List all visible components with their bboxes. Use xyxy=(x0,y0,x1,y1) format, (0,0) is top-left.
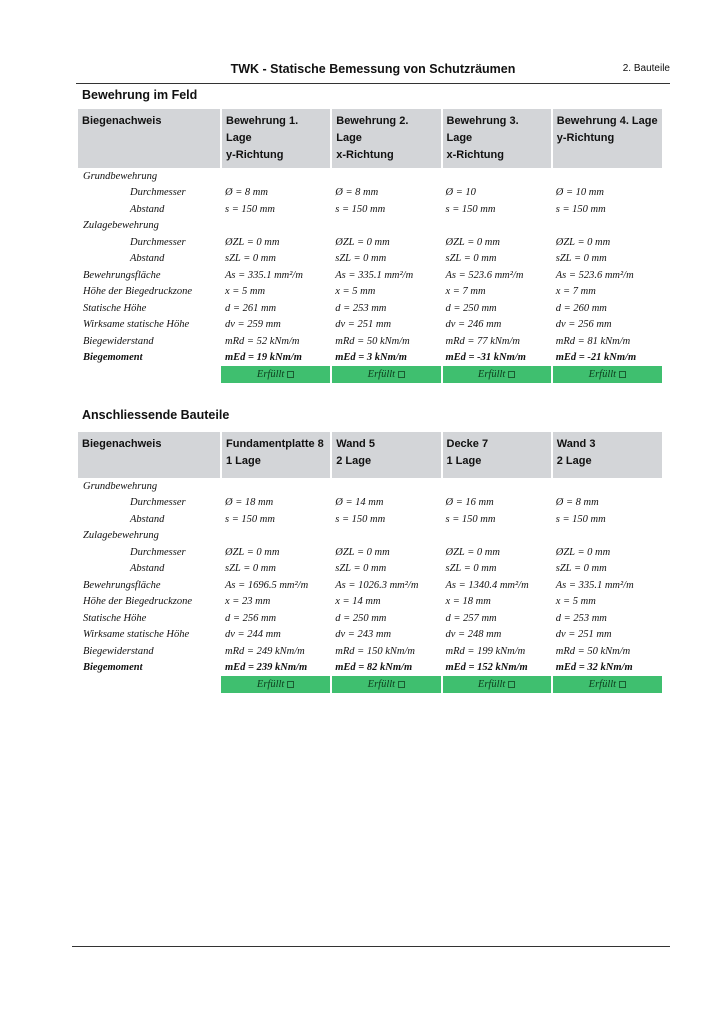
table-body xyxy=(78,168,662,383)
table-body xyxy=(78,478,662,693)
column-header-line1: Bewehrung 4. Lage xyxy=(556,115,658,127)
row-label: Bewehrungsfläche xyxy=(83,579,161,591)
table-row xyxy=(78,627,662,644)
column-header-line2: y-Richtung xyxy=(226,149,284,161)
page-header xyxy=(76,62,670,84)
cell-value: ØZL = 0 mm xyxy=(555,546,611,558)
cell-value: mEd = 239 kNm/m xyxy=(225,662,308,674)
checkbox-icon xyxy=(398,371,405,378)
header-label: Biegenachweis xyxy=(78,109,221,168)
table-row xyxy=(78,350,662,367)
cell-value: mEd = 3 kNm/m xyxy=(335,352,407,364)
cell-value: dv = 244 mm xyxy=(225,629,281,641)
row-label: Wirksame statische Höhe xyxy=(83,319,190,331)
cell-value: Ø = 8 mm xyxy=(555,497,599,509)
row-label: Biegemoment xyxy=(83,662,143,674)
cell-value: As = 523.6 mm²/m xyxy=(555,269,634,281)
row-label: Durchmesser xyxy=(130,497,186,509)
cell-value: mRd = 52 kNm/m xyxy=(225,335,300,347)
table-row xyxy=(78,333,662,350)
header-row xyxy=(78,109,662,168)
cell-value: d = 253 mm xyxy=(335,302,387,314)
cell-value: mRd = 50 kNm/m xyxy=(555,645,631,657)
section-title-bauteile: Anschliessende Bauteile xyxy=(82,408,230,422)
cell-value: d = 250 mm xyxy=(445,302,497,314)
cell-value: As = 1026.3 mm²/m xyxy=(335,579,419,591)
cell-value: sZL = 0 mm xyxy=(335,563,387,575)
status-text: Erfüllt xyxy=(588,368,617,380)
section-title-feld: Bewehrung im Feld xyxy=(82,88,198,102)
cell-value: x = 7 mm xyxy=(555,286,596,298)
cell-value xyxy=(221,478,331,495)
checkbox-icon xyxy=(398,681,405,688)
cell-value: s = 150 mm xyxy=(445,513,496,525)
cell-value: sZL = 0 mm xyxy=(445,253,497,265)
cell-value xyxy=(221,528,331,545)
cell-value xyxy=(331,528,441,545)
row-label: Statische Höhe xyxy=(83,302,147,314)
cell-value: Ø = 10 xyxy=(445,187,476,199)
cell-value xyxy=(552,218,662,235)
column-header-line1: Bewehrung 3. Lage xyxy=(446,115,519,144)
cell-value: x = 5 mm xyxy=(555,596,596,608)
cell-value: mEd = 82 kNm/m xyxy=(335,662,413,674)
table-header xyxy=(78,109,662,168)
cell-value: mRd = 77 kNm/m xyxy=(445,335,520,347)
row-label: Abstand xyxy=(130,203,165,215)
row-label: Durchmesser xyxy=(130,187,186,199)
column-header-line2: 2 Lage xyxy=(336,455,372,467)
cell-value: s = 150 mm xyxy=(335,203,386,215)
cell-value: ØZL = 0 mm xyxy=(335,236,390,248)
table-row xyxy=(78,218,662,235)
column-header-line1: Wand 5 xyxy=(336,438,375,450)
cell-value xyxy=(442,528,552,545)
table-anschliessende-bauteile xyxy=(78,432,662,693)
cell-value: sZL = 0 mm xyxy=(555,253,607,265)
status-text: Erfüllt xyxy=(256,678,285,690)
cell-value: As = 335.1 mm²/m xyxy=(555,579,634,591)
status-cell xyxy=(331,676,441,693)
cell-value: Ø = 8 mm xyxy=(335,187,379,199)
cell-value: x = 5 mm xyxy=(225,286,266,298)
status-cell xyxy=(552,366,662,383)
cell-value: d = 253 mm xyxy=(555,612,607,624)
checkbox-icon xyxy=(287,371,294,378)
table-row xyxy=(78,300,662,317)
cell-value: dv = 251 mm xyxy=(335,319,392,331)
table-row xyxy=(78,511,662,528)
column-header-line1: Fundamentplatte 8 xyxy=(226,438,324,450)
cell-value xyxy=(442,168,552,185)
row-label: Statische Höhe xyxy=(83,612,147,624)
row-label: Abstand xyxy=(130,253,165,265)
cell-value: mRd = 199 kNm/m xyxy=(445,645,526,657)
footer-rule xyxy=(72,946,670,947)
cell-value: s = 150 mm xyxy=(445,203,496,215)
column-header xyxy=(331,109,441,168)
column-header xyxy=(552,432,662,478)
row-label: Abstand xyxy=(130,563,165,575)
column-header-line2: 1 Lage xyxy=(226,455,261,467)
cell-value: sZL = 0 mm xyxy=(225,253,276,265)
column-header-line2: 2 Lage xyxy=(556,455,592,467)
cell-value: As = 523.6 mm²/m xyxy=(445,269,524,281)
cell-value: ØZL = 0 mm xyxy=(555,236,611,248)
cell-value xyxy=(221,218,331,235)
status-cell xyxy=(552,676,662,693)
column-header-line2: x-Richtung xyxy=(336,149,394,161)
row-label: Abstand xyxy=(130,513,165,525)
table-row xyxy=(78,594,662,611)
checkbox-icon xyxy=(508,681,515,688)
cell-value: mRd = 50 kNm/m xyxy=(335,335,410,347)
row-label: Höhe der Biegedruckzone xyxy=(83,596,193,608)
checkbox-icon xyxy=(619,371,626,378)
row-label: Grundbewehrung xyxy=(83,480,158,492)
page-section-label: 2. Bauteile xyxy=(622,63,670,74)
cell-value: s = 150 mm xyxy=(225,513,275,525)
cell-value xyxy=(552,478,662,495)
table-row xyxy=(78,284,662,301)
status-text: Erfüllt xyxy=(477,368,506,380)
column-header-line1: Wand 3 xyxy=(556,438,596,450)
table-row xyxy=(78,267,662,284)
column-header xyxy=(331,432,441,478)
table-row xyxy=(78,168,662,185)
column-header-line1: Decke 7 xyxy=(446,438,489,450)
column-header-line2: 1 Lage xyxy=(446,455,482,467)
status-cell xyxy=(221,366,331,383)
cell-value: As = 1340.4 mm²/m xyxy=(445,579,529,591)
table-row xyxy=(78,495,662,512)
column-header xyxy=(442,109,552,168)
cell-value: As = 335.1 mm²/m xyxy=(335,269,414,281)
cell-value xyxy=(442,478,552,495)
cell-value: x = 23 mm xyxy=(225,596,271,608)
status-cell xyxy=(442,366,552,383)
status-text: Erfüllt xyxy=(256,368,285,380)
cell-value: dv = 256 mm xyxy=(555,319,612,331)
cell-value: mEd = 32 kNm/m xyxy=(555,662,633,674)
cell-value: As = 335.1 mm²/m xyxy=(225,269,303,281)
cell-value: ØZL = 0 mm xyxy=(445,546,500,558)
table-row xyxy=(78,478,662,495)
table-row xyxy=(78,544,662,561)
column-header-line2: x-Richtung xyxy=(446,149,504,161)
header-row xyxy=(78,432,662,478)
row-label: Grundbewehrung xyxy=(83,170,158,182)
cell-value: d = 256 mm xyxy=(225,612,277,624)
status-cell xyxy=(221,676,331,693)
status-cell xyxy=(442,676,552,693)
cell-value xyxy=(552,168,662,185)
column-header xyxy=(221,109,331,168)
cell-value: sZL = 0 mm xyxy=(225,563,276,575)
cell-value: dv = 243 mm xyxy=(335,629,392,641)
cell-value: mEd = 19 kNm/m xyxy=(225,352,302,364)
cell-value: As = 1696.5 mm²/m xyxy=(225,579,309,591)
cell-value: Ø = 16 mm xyxy=(445,497,494,509)
cell-value: d = 261 mm xyxy=(225,302,277,314)
table-row xyxy=(78,201,662,218)
table-row xyxy=(78,643,662,660)
cell-value: s = 150 mm xyxy=(555,513,606,525)
table-row xyxy=(78,317,662,334)
header-label: Biegenachweis xyxy=(78,432,221,478)
cell-value: ØZL = 0 mm xyxy=(445,236,500,248)
table-row xyxy=(78,185,662,202)
cell-value: dv = 251 mm xyxy=(555,629,612,641)
status-spacer xyxy=(78,676,221,693)
cell-value: Ø = 14 mm xyxy=(335,497,384,509)
row-label: Zulagebewehrung xyxy=(83,530,159,542)
row-label: Höhe der Biegedruckzone xyxy=(83,286,193,298)
table-row xyxy=(78,561,662,578)
cell-value: d = 260 mm xyxy=(555,302,607,314)
table-row xyxy=(78,234,662,251)
status-cell xyxy=(331,366,441,383)
column-header xyxy=(442,432,552,478)
cell-value: Ø = 8 mm xyxy=(225,187,268,199)
cell-value: sZL = 0 mm xyxy=(555,563,607,575)
cell-value: mEd = -31 kNm/m xyxy=(445,352,526,364)
table-row xyxy=(78,660,662,677)
cell-value xyxy=(221,168,331,185)
cell-value: s = 150 mm xyxy=(555,203,606,215)
table-header xyxy=(78,432,662,478)
row-label: Biegemoment xyxy=(83,352,143,364)
status-text: Erfüllt xyxy=(477,678,506,690)
status-spacer xyxy=(78,366,221,383)
checkbox-icon xyxy=(508,371,515,378)
cell-value: s = 150 mm xyxy=(225,203,275,215)
cell-value: x = 7 mm xyxy=(445,286,486,298)
status-row xyxy=(78,676,662,693)
table-row xyxy=(78,251,662,268)
column-header-line1: Bewehrung 2. Lage xyxy=(336,115,409,144)
cell-value xyxy=(331,168,441,185)
row-label: Biegewiderstand xyxy=(83,335,154,347)
row-label: Durchmesser xyxy=(130,546,186,558)
cell-value: ØZL = 0 mm xyxy=(225,546,280,558)
cell-value: x = 5 mm xyxy=(335,286,376,298)
cell-value: ØZL = 0 mm xyxy=(225,236,280,248)
cell-value: x = 18 mm xyxy=(445,596,491,608)
row-label: Wirksame statische Höhe xyxy=(83,629,190,641)
cell-value: d = 257 mm xyxy=(445,612,497,624)
table-bewehrung-feld xyxy=(78,109,662,383)
row-label: Bewehrungsfläche xyxy=(83,269,161,281)
column-header-line1: Bewehrung 1. Lage xyxy=(226,115,299,144)
cell-value: dv = 248 mm xyxy=(445,629,502,641)
cell-value xyxy=(442,218,552,235)
status-text: Erfüllt xyxy=(588,678,617,690)
cell-value: x = 14 mm xyxy=(335,596,381,608)
cell-value: mRd = 249 kNm/m xyxy=(225,645,305,657)
cell-value: sZL = 0 mm xyxy=(335,253,387,265)
cell-value xyxy=(331,218,441,235)
cell-value: ØZL = 0 mm xyxy=(335,546,390,558)
cell-value: mRd = 81 kNm/m xyxy=(555,335,631,347)
status-text: Erfüllt xyxy=(367,678,396,690)
status-text: Erfüllt xyxy=(367,368,396,380)
status-row xyxy=(78,366,662,383)
column-header xyxy=(221,432,331,478)
checkbox-icon xyxy=(287,681,294,688)
cell-value: mEd = -21 kNm/m xyxy=(555,352,637,364)
cell-value: d = 250 mm xyxy=(335,612,387,624)
cell-value xyxy=(331,478,441,495)
column-header xyxy=(552,109,662,168)
row-label: Biegewiderstand xyxy=(83,645,154,657)
cell-value xyxy=(552,528,662,545)
cell-value: mRd = 150 kNm/m xyxy=(335,645,415,657)
row-label: Zulagebewehrung xyxy=(83,220,159,232)
cell-value: mEd = 152 kNm/m xyxy=(445,662,528,674)
cell-value: dv = 246 mm xyxy=(445,319,502,331)
cell-value: sZL = 0 mm xyxy=(445,563,497,575)
cell-value: Ø = 18 mm xyxy=(225,497,274,509)
cell-value: Ø = 10 mm xyxy=(555,187,604,199)
cell-value: dv = 259 mm xyxy=(225,319,281,331)
table-row xyxy=(78,577,662,594)
page-title: TWK - Statische Bemessung von Schutzräumen xyxy=(230,62,516,76)
table-row xyxy=(78,528,662,545)
checkbox-icon xyxy=(619,681,626,688)
column-header-line2: y-Richtung xyxy=(556,132,615,144)
table-row xyxy=(78,610,662,627)
row-label: Durchmesser xyxy=(130,236,186,248)
cell-value: s = 150 mm xyxy=(335,513,386,525)
